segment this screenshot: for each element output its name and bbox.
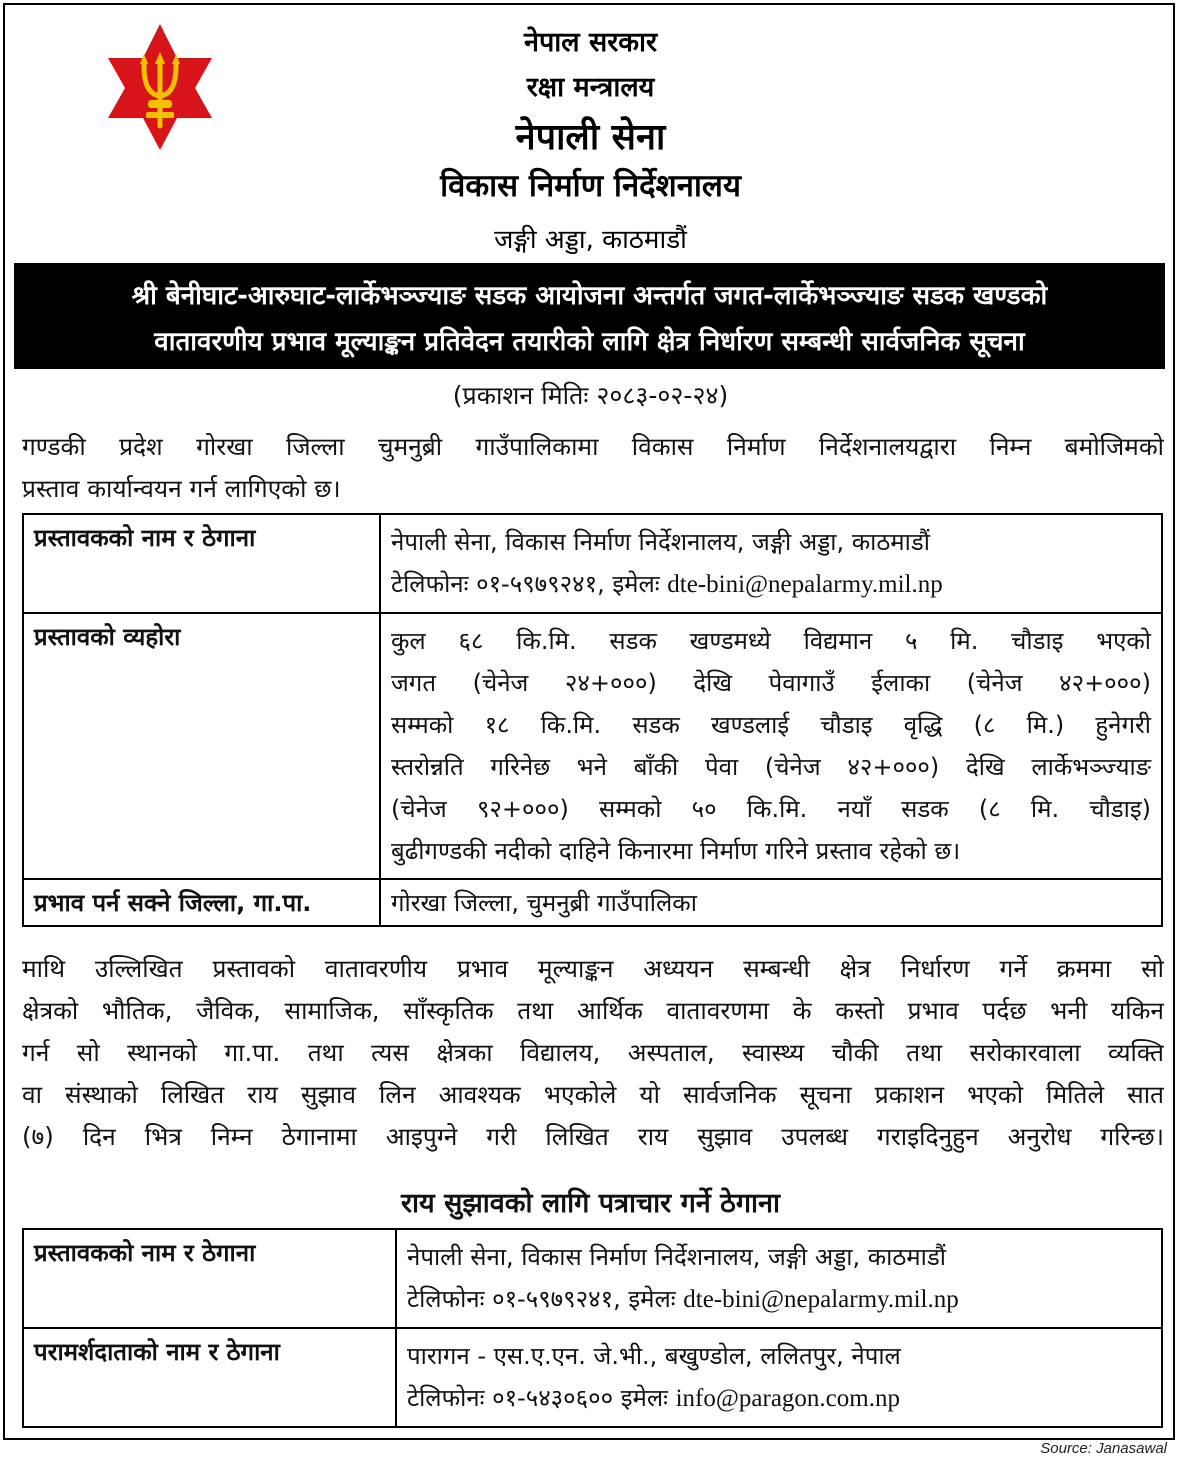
correspondence-heading: राय सुझावको लागि पत्राचार गर्ने ठेगाना bbox=[400, 1188, 781, 1219]
request-line: वा संस्थाको लिखित राय सुझाव लिन आवश्यक भएकोले यो सार्वजनिक सूचना प्रकाशन भएको मितिले सात bbox=[22, 1080, 1164, 1109]
header-location: जङ्गी अड्डा, काठमाडौं bbox=[494, 225, 687, 255]
source-credit: Source: Janasawal bbox=[1040, 1440, 1167, 1457]
affected-area-label: प्रभाव पर्न सक्ने जिल्ला, गा.पा. bbox=[23, 879, 380, 926]
proponent-contact bbox=[391, 563, 1151, 606]
description-line: बुढीगण्डकी नदीको दाहिने किनारमा निर्माण गरिने प्रस्ताव रहेको छ। bbox=[391, 837, 961, 865]
proponent-address: नेपाली सेना, विकास निर्माण निर्देशनालय, जङ्गी अड्डा, काठमाडौं bbox=[391, 528, 930, 556]
header-ministry: रक्षा मन्त्रालय bbox=[526, 72, 655, 103]
request-line: क्षेत्रको भौतिक, जैविक, सामाजिक, साँस्कृतिक तथा आर्थिक वातावरणमा के कस्तो प्रभाव पर्दछ भनी यकिन bbox=[22, 996, 1164, 1025]
notice-title-line-1: श्री बेनीघाट-आरुघाट-लार्केभञ्ज्याङ सडक आयोजना अन्तर्गत जगत-लार्केभञ्ज्याङ सडक खण्डको bbox=[131, 281, 1048, 311]
affected-area-value: गोरखा जिल्ला, चुमनुब्री गाउँपालिका bbox=[380, 879, 1162, 926]
consultant-address: पारागन - एस.ए.एन. जे.भी., बखुण्डोल, ललितपुर, नेपाल bbox=[407, 1342, 901, 1370]
header-directorate: विकास निर्माण निर्देशनालय bbox=[440, 168, 741, 204]
consultant-label: परामर्शदाताको नाम र ठेगाना bbox=[23, 1328, 396, 1427]
proponent-phone: टेलिफोनः ०१-५९७९२४१, इमेलः bbox=[407, 1285, 676, 1313]
table-row bbox=[23, 613, 1162, 879]
proponent-value bbox=[396, 1229, 1162, 1328]
publication-date: (प्रकाशन मितिः २०८३-०२-२४) bbox=[452, 381, 729, 410]
proponent-phone: टेलिफोनः ०१-५९७९२४१, इमेलः bbox=[391, 570, 660, 598]
table-row bbox=[23, 1229, 1162, 1328]
request-line: माथि उल्लिखित प्रस्तावको वातावरणीय प्रभाव मूल्याङ्कन अध्ययन सम्बन्धी क्षेत्र निर्धारण गर्ने क्रममा सो bbox=[22, 954, 1164, 983]
intro-line: प्रस्ताव कार्यान्वयन गर्न लागिएको छ। bbox=[22, 474, 341, 503]
proposal-table bbox=[22, 513, 1163, 927]
header-government: नेपाल सरकार bbox=[523, 27, 658, 58]
request-line: (७) दिन भित्र निम्न ठेगानामा आइपुग्ने गरी लिखित राय सुझाव उपलब्ध गराइदिनुहुन अनुरोध गरिन्छ। bbox=[22, 1122, 1164, 1151]
description-line: स्तरोन्नति गरिनेछ भने बाँकी पेवा (चेनेज ४२+०००) देखि लार्केभञ्ज्याङ bbox=[391, 753, 1151, 781]
description-line: सम्मको १८ कि.मि. सडक खण्डलाई चौडाइ वृद्धि (८ मि.) हुनेगरी bbox=[391, 711, 1151, 739]
consultant-value bbox=[396, 1328, 1162, 1427]
table-row bbox=[23, 514, 1162, 613]
request-line: गर्न सो स्थानको गा.पा. तथा त्यस क्षेत्रका विद्यालय, अस्पताल, स्वास्थ्य चौकी तथा सरोकारवाला व्यक्ति bbox=[22, 1038, 1164, 1067]
correspondence-table bbox=[22, 1228, 1163, 1428]
proponent-label: प्रस्तावकको नाम र ठेगाना bbox=[23, 1229, 396, 1328]
consultant-contact bbox=[407, 1377, 1151, 1420]
proponent-address: नेपाली सेना, विकास निर्माण निर्देशनालय, जङ्गी अड्डा, काठमाडौं bbox=[407, 1243, 946, 1271]
proposal-description-label: प्रस्तावको व्यहोरा bbox=[23, 613, 380, 879]
proponent-label: प्रस्तावकको नाम र ठेगाना bbox=[23, 514, 380, 613]
proponent-contact bbox=[407, 1278, 1151, 1321]
request-paragraph bbox=[22, 948, 1164, 1158]
header-army: नेपाली सेना bbox=[515, 117, 666, 158]
notice-title-banner bbox=[14, 263, 1165, 369]
proponent-value bbox=[380, 514, 1162, 613]
table-row bbox=[23, 1328, 1162, 1427]
table-row bbox=[23, 879, 1162, 926]
consultant-email: info@paragon.com.np bbox=[675, 1385, 900, 1412]
intro-line: गण्डकी प्रदेश गोरखा जिल्ला चुमनुब्री गाउँपालिकामा विकास निर्माण निर्देशनालयद्वारा निम्न बमोजिमको bbox=[22, 432, 1164, 461]
notice-title-line-2: वातावरणीय प्रभाव मूल्याङ्कन प्रतिवेदन तयारीको लागि क्षेत्र निर्धारण सम्बन्धी सार्वजनिक सूचना bbox=[154, 327, 1025, 357]
proposal-description-value bbox=[380, 613, 1162, 879]
proponent-email: dte-bini@nepalarmy.mil.np bbox=[683, 1286, 959, 1313]
intro-paragraph bbox=[22, 426, 1164, 510]
description-line: कुल ६८ कि.मि. सडक खण्डमध्ये विद्यमान ५ मि. चौडाइ भएको bbox=[391, 627, 1151, 655]
proponent-email: dte-bini@nepalarmy.mil.np bbox=[667, 571, 943, 598]
description-line: (चेनेज ९२+०००) सम्मको ५० कि.मि. नयाँ सडक (८ मि. चौडाइ) bbox=[391, 795, 1151, 823]
description-line: जगत (चेनेज २४+०००) देखि पेवागाउँ ईलाका (चेनेज ४२+०००) bbox=[391, 669, 1151, 697]
consultant-phone: टेलिफोनः ०१-५४३०६०० इमेलः bbox=[407, 1384, 668, 1412]
